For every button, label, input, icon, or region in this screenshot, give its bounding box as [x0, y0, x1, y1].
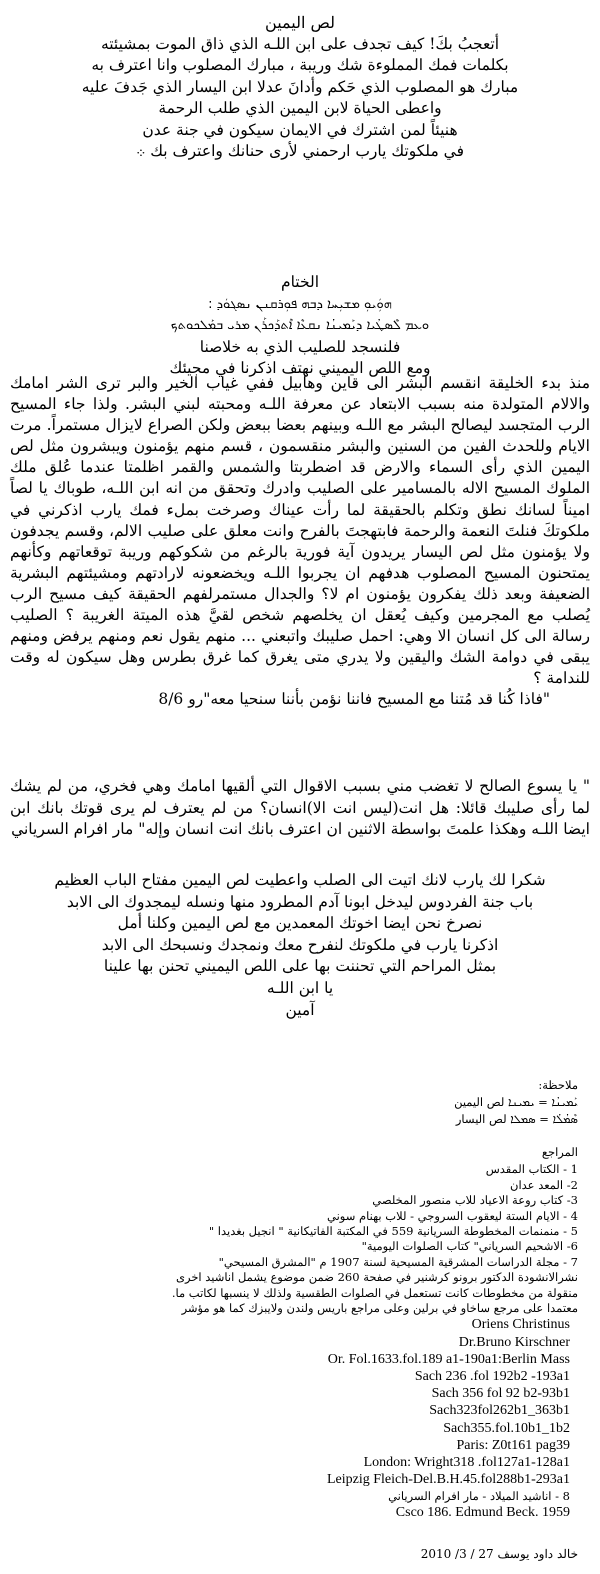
reference-item: 7 - مجلة الدراسات المشرقية المسيحية لسنة 1907 م "المشرق المسيحي" — [218, 1254, 578, 1269]
closing-line: فلنسجد للصليب الذي به خلاصنا — [199, 337, 401, 356]
prayer-line: بمثل المراحم التي تحننت بها على اللص اليميني تحنن بها علينا — [103, 957, 497, 976]
reference-item: 6- الاشحيم السرياني" كتاب الصلوات اليومية" — [361, 1239, 578, 1254]
reference-item: نشرالانشودة الدكتور برونو كرشنير في صفحة 260 ضمن موضوع يشمل اناشيد اخرى — [175, 1270, 578, 1285]
note-item: ܣܶܡܳܠܳܐ = ܣܡܠܐ لص اليسار — [455, 1112, 578, 1126]
poem-line: في ملكوتك يارب ارحمني لأرى حنانك واعترف بك ܀ — [136, 142, 464, 160]
syriac-line: ܗܘܼܿܝܘܼ ܡܫܝܼܚܐ ܕܒܗ ܦܘܼܪܩܢܢ ܢܣܓܘܿܕ : — [208, 296, 392, 312]
essay-verse: "فاذا كُنا قد مُتنا مع المسيح فاننا نؤمن بأننا سنحيا معه"رو 8/6 — [158, 690, 550, 709]
reference-latin: Sach 356 fol 92 b2-93b1 — [431, 1386, 570, 1402]
signature-line: خالد داود يوسف 27 / 3/ 2010 — [420, 1547, 578, 1561]
reference-latin: Oriens Christinus — [471, 1317, 570, 1333]
reference-latin: Paris: Z0t161 pag39 — [456, 1437, 570, 1453]
reference-latin: Leipzig Fleich-Del.B.H.45.fol288b1-293a1 — [326, 1472, 570, 1488]
reference-item: 3- كتاب روعة الاعياد للاب منصور المخلصي — [372, 1193, 578, 1208]
notes-section — [30, 1077, 578, 1128]
reference-item: 2- المعد عدان — [510, 1177, 578, 1192]
poem-title: لص اليمين — [265, 13, 335, 32]
essay-section — [10, 373, 590, 711]
reference-item: 1 - الكتاب المقدس — [485, 1162, 578, 1177]
poem-line: واعطى الحياة لابن اليمين الذي طلب الرحمة — [158, 99, 442, 117]
poem-line: بكلمات فمك المملوءة شك وريبة ، مبارك المصلوب وانا اعترف به — [91, 56, 509, 74]
reference-latin: London: Wright318 .fol127a1-128a1 — [363, 1455, 570, 1471]
reference-latin: Or. Fol.1633.fol.189 a1-190a1:Berlin Mass — [327, 1351, 570, 1367]
references-heading: المراجع — [541, 1145, 578, 1159]
references-section — [30, 1145, 578, 1521]
reference-latin: Sach323fol262b1_363b1 — [429, 1403, 570, 1419]
poem-line: هنيئاً لمن اشترك في الايمان سيكون في جنة عدن — [142, 120, 458, 139]
essay-paragraph: منذ بدء الخليقة انقسم البشر الى قاين وهابيل ففي غياب الخير والبر ترى الشر امامك والالام المتولدة منه بسبب الابتعاد عن معرفة اللـه ومحبته لبني البشر. ولذا جاء المسيح الرب المتجسد ليصالح البشر مع اللـه وبينهم بعضا ببعض ولكن الصراع لايزال مستمراً. مرت الايام وللحدث الفين من السنين والبشر منقسمون ، قسم منهم يؤمنون ويبشرون مثل لص اليمين الذي رأى السماء والارض قد اضطربتا والشمس والقمر اظلمتا عندما عُلق ملك الملوك المسيح الاله بالمسامير على الصليب وادرك وتحقق من انه ابن اللـه، طوباك يا لصاً اميناً لسانك نطق وتكلم بالحقيقة لما رأت عيناك وصرخت بملء فمك يارب اذكرني في ملكوتكَ فنلتَ النعمة والرحمة فابتهجتَ بالفرح وانت معلق على صليب الالم، وقسم يجدفون ولا يؤمنون مثل لص اليسار يريدون آية فورية بالرغم من شكوكهم وريبة توقعاتهم وكأنهم يمتحنون المسيح المصلوب هدفهم ان يجربوا اللـه ويخضعونه لارادتهم ومشيئتهم البشرية الضعيفة وبعد ذلك يفكرون يؤمنون ام لا؟ والجدال مستمرلفهم الحقيقة كيف مسيح الرب يُصلب مع المجرمين وكيف يُعقل ان يخلصهم شخص لقيَّ هذه الميتة الغريبة ؟ الصليب رسالة الى كل انسان الا وهي: احمل صليبك واتبعني ... منهم يقول نعم ومنهم يرفض ومنهم يبقى في دوامة الشك واليقين ولا يدري متى يغرق كما غرق بطرس وهل سيكون له وقت للندامة ؟ — [10, 374, 590, 688]
prayer-line: نصرخ نحن ايضا اخوتك المعمدين مع لص اليمين وكلنا أمل — [117, 914, 483, 933]
reference-latin: Dr.Bruno Kirschner — [458, 1334, 570, 1350]
reference-latin: Csco 186. Edmund Beck. 1959 — [395, 1504, 570, 1520]
prayer-line: يا ابن اللـه — [266, 978, 334, 997]
quote-section — [10, 776, 590, 841]
prayer-line: آمين — [285, 1000, 315, 1019]
prayer-line: اذكرنا يارب في ملكوتك لنفرح معك ونمجدك ونسبحك الى الابد — [101, 935, 499, 954]
reference-item: 4 - الايام الستة ليعقوب السروجي - للاب بهنام سوني — [327, 1208, 578, 1223]
reference-item: 5 - منمنمات المخطوطة السريانية 559 في المكتبة الفاتيكانية " انجيل بغديدا " — [208, 1224, 578, 1239]
note-item: ܝܰܡܝܢܳܐ = ܝܡܝܢܐ لص اليمين — [454, 1095, 578, 1109]
closing-line: ومع اللص اليميني نهتف اذكرنا في مجيئك — [169, 359, 431, 377]
prayer-line: شكرا لك يارب لانك اتيت الى الصلب واعطيت لص اليمين مفتاح الباب العظيم — [54, 871, 546, 889]
reference-item: معتمدا على مرجع ساخاو في برلين وعلى مراجع باريس ولندن ولايبزك كما هو مؤشر — [181, 1301, 578, 1316]
notes-heading: ملاحظة: — [538, 1078, 578, 1092]
closing-section — [10, 272, 590, 380]
reference-latin: Sach 236 .fol 192b2 -193a1 — [414, 1369, 570, 1385]
poem-line: أتعجبُ بكَ! كيف تجدف على ابن اللـه الذي ذاق الموت بمشيئته — [100, 34, 500, 53]
reference-item: منقولة من مخطوطات كانت تستعمل في الصلوات الطقسية ولذلك لا ينسبها لكاتب ما. — [171, 1285, 578, 1300]
reference-item: 8 - اناشيد الميلاد - مار افرام السرياني — [388, 1488, 570, 1503]
syriac-line: ܘܥܡ ܠܶܣܛܳܝܐ ܕܝܰܡܝܢܳܐ ܢܩܥܶܐ ܐܶܬܕܰܟܪܰܢ ܡܪܝ ܒܡܰܠܟܘܬܟ — [170, 318, 430, 333]
quote-text: " يا يسوع الصالح لا تغضب مني بسبب الاقوال التي ألقيها امامك وهي فخري، من لم يشك لما رأى صليبك قائلا: هل انت(ليس انت الا)انسان؟ من لم يعترف لم يرى قوتك بانك ابن ايضا اللـه وهكذا علمتَ بواسطة الاثنين ان اعترف بانك انت انسان وإله" مار افرام السرياني — [10, 777, 590, 838]
poem-line: مبارك هو المصلوب الذي حَكم وأدانَ عدلا ابن اليسار الذي جَدفَ عليه — [81, 77, 519, 96]
reference-latin: Sach355.fol.10b1_1b2 — [443, 1420, 570, 1436]
prayer-line: باب جنة الفردوس ليدخل ابونا آدم المطرود منها ونسله ليمجدوك الى الابد — [66, 892, 534, 911]
prayer-section — [10, 870, 590, 1021]
closing-title: الختام — [280, 273, 320, 291]
poem-section — [10, 12, 590, 163]
